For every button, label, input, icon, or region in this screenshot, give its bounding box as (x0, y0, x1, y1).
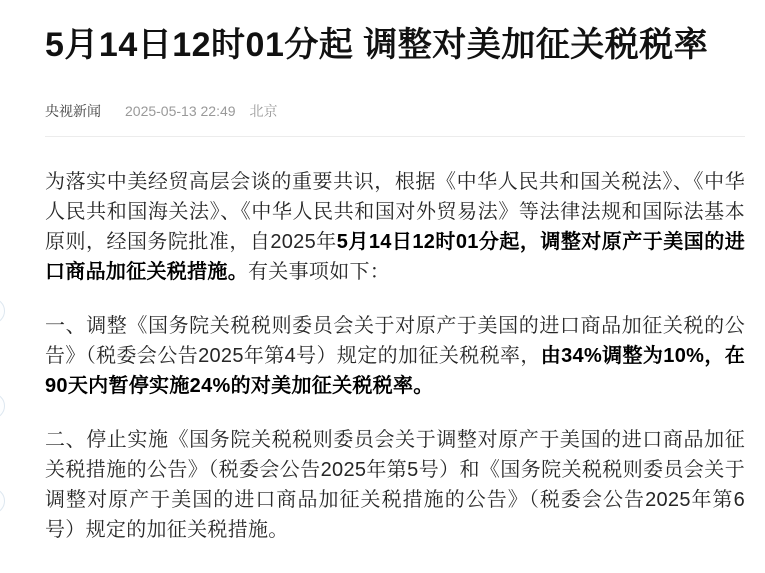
publish-datetime: 2025-05-13 22:49 (125, 103, 236, 119)
paragraph-intro (45, 167, 745, 287)
header-divider (45, 136, 745, 137)
publish-location: 北京 (249, 103, 278, 119)
paragraph-item-2-text: 二、停止实施《国务院关税税则委员会关于调整对原产于美国的进口商品加征关税措施的公告》（税委会公告2025年第5号）和《国务院关税税则委员会关于调整对原产于美国的进口商品加征关税措施的公告》（税委会公告2025年第6号）规定的加征关税措施。 (45, 429, 745, 541)
paragraph-intro-bold-text: 5月14日12时01分起，调整对原产于美国的进口商品加征关税措施。 (45, 231, 746, 283)
article-title: 5月14日12时01分起 调整对美加征关税税率 (45, 26, 709, 64)
source-name[interactable]: 央视新闻 (45, 103, 101, 119)
paragraph-item-1 (45, 311, 745, 401)
paragraph-item-1-bold-text: 由34%调整为10%，在90天内暂停实施24%的对美加征关税税率。 (45, 345, 745, 397)
paragraph-item-2 (45, 425, 745, 545)
paragraph-intro-text: 为落实中美经贸高层会谈的重要共识，根据《中华人民共和国关税法》、《中华人民共和国海关法》、《中华人民共和国对外贸易法》等法律法规和国际法基本原则，经国务院批准，自2025年 (45, 171, 745, 253)
paragraph-item-1-text: 一、调整《国务院关税税则委员会关于对原产于美国的进口商品加征关税的公告》（税委会公告2025年第4号）规定的加征关税税率， (45, 315, 745, 367)
article-meta (45, 102, 745, 120)
paragraph-intro-trailing-text: 有关事项如下： (248, 261, 391, 283)
